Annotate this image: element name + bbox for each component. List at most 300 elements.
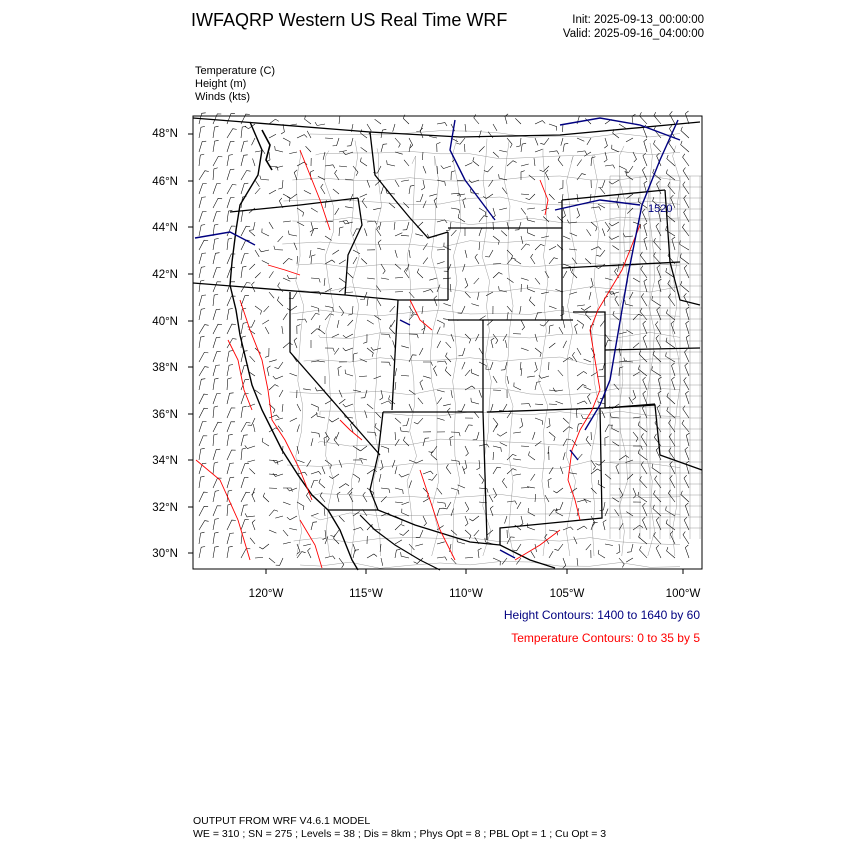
wind-barb — [245, 124, 255, 129]
wind-barb — [640, 546, 648, 558]
wind-barb — [479, 146, 485, 152]
wind-barb — [241, 210, 247, 222]
wind-barb — [353, 250, 360, 254]
wind-barb — [451, 460, 460, 465]
wind-barb — [638, 365, 647, 376]
wind-barb — [259, 544, 269, 549]
wind-barb — [521, 446, 529, 447]
valid-time: Valid: 2025-09-16_04:00:00 — [562, 28, 704, 40]
wind-barb — [297, 404, 301, 411]
wind-barb — [643, 321, 647, 334]
wind-barb — [199, 154, 204, 166]
wind-barb — [497, 432, 507, 436]
wind-barb — [554, 544, 563, 550]
wind-barb — [339, 278, 346, 283]
wind-barb — [685, 447, 689, 460]
wind-barb — [493, 452, 494, 460]
wind-barb — [479, 208, 486, 216]
wind-barb — [332, 334, 339, 337]
height-contours — [195, 118, 680, 558]
wind-barb — [409, 460, 416, 463]
wind-barb — [619, 456, 629, 461]
wind-barb — [437, 320, 444, 328]
wind-barb — [616, 464, 619, 474]
wind-barb — [339, 227, 343, 236]
wind-barb — [669, 294, 676, 306]
wind-barb — [478, 548, 482, 558]
legend-height: Height (m) — [195, 78, 247, 90]
wind-barb — [367, 298, 368, 306]
wind-barb — [213, 114, 221, 124]
wind-barb — [443, 404, 451, 406]
wind-barb — [549, 467, 553, 474]
lat-label: 30°N — [152, 548, 178, 560]
wind-barb — [451, 508, 454, 516]
wind-barb — [241, 226, 250, 236]
wind-barb — [685, 111, 689, 124]
wind-barb — [213, 184, 221, 195]
wind-barb — [657, 181, 662, 194]
wind-barb — [559, 180, 563, 189]
legend-winds: Winds (kts) — [195, 91, 250, 103]
wind-barb — [465, 386, 475, 390]
wind-barb — [213, 352, 221, 362]
wind-barb — [465, 250, 467, 258]
wind-barb — [683, 532, 689, 545]
wind-barb — [680, 254, 689, 265]
wind-barb — [563, 320, 565, 328]
wind-barb — [213, 309, 220, 320]
wind-barb — [465, 334, 471, 343]
wind-barb — [658, 391, 661, 404]
wind-barb — [278, 236, 283, 242]
wind-barb — [259, 249, 269, 252]
wind-barb — [521, 143, 526, 152]
wind-barb — [199, 184, 207, 195]
wind-barb — [493, 446, 501, 452]
wind-barb — [353, 474, 360, 482]
wind-barb — [534, 362, 537, 372]
wind-barb — [294, 243, 297, 250]
wind-barb — [213, 462, 218, 474]
wind-barb — [353, 257, 357, 264]
wind-barb — [288, 231, 297, 236]
wind-barb — [599, 362, 605, 370]
wind-barb — [577, 371, 587, 376]
wind-barb — [529, 175, 535, 180]
wind-barb — [437, 341, 441, 348]
wind-barb — [199, 141, 206, 152]
wind-barb — [572, 258, 577, 264]
wind-barb — [364, 228, 367, 236]
wind-barb — [602, 411, 605, 418]
wind-barb — [401, 180, 409, 181]
wind-barb — [656, 335, 661, 348]
wind-barb — [640, 476, 647, 488]
wind-barb — [507, 306, 512, 312]
wind-barb — [253, 158, 256, 166]
wind-barb — [303, 544, 311, 546]
wind-barb — [199, 253, 206, 264]
wind-barb — [311, 229, 318, 236]
wind-barb — [269, 510, 278, 516]
wind-barb — [507, 376, 509, 384]
wind-barb — [311, 208, 318, 212]
wind-barb — [587, 229, 592, 236]
wind-barb — [477, 292, 479, 300]
wind-barb — [612, 442, 619, 446]
wind-barb — [199, 325, 209, 334]
wind-barb — [390, 325, 396, 334]
mexico-coast — [360, 515, 440, 570]
wind-barb — [241, 141, 248, 152]
wind-barb — [535, 404, 543, 405]
wind-barb — [493, 488, 497, 498]
wind-barb — [381, 144, 387, 152]
wind-barb — [249, 468, 255, 474]
wind-barb — [401, 235, 409, 236]
wind-barb — [255, 272, 261, 278]
wind-barb — [255, 151, 265, 154]
wind-barb — [507, 537, 515, 544]
wind-barb — [311, 513, 319, 516]
wind-barb — [507, 411, 512, 418]
wind-barb — [409, 404, 412, 411]
wind-barb — [493, 152, 499, 157]
wind-barb — [619, 124, 626, 128]
wind-barb — [437, 557, 447, 561]
wind-barb — [241, 406, 247, 418]
wind-barb — [581, 415, 591, 419]
wind-barb — [529, 451, 536, 460]
wind-barb — [577, 138, 584, 141]
wind-barb — [615, 509, 620, 516]
wind-barb — [227, 114, 235, 124]
wind-barb — [319, 479, 325, 488]
wind-barb — [377, 226, 381, 236]
wind-barb — [540, 138, 549, 144]
wind-barb — [558, 156, 563, 166]
wind-barb — [513, 432, 521, 433]
wind-barb — [311, 313, 320, 320]
wind-barb — [367, 221, 377, 225]
wind-barb — [325, 400, 332, 404]
wind-barb — [603, 520, 606, 530]
wind-barb — [305, 115, 311, 124]
wind-barb — [403, 418, 409, 426]
wind-barb — [684, 293, 689, 306]
wind-barb — [474, 530, 479, 536]
wind-barb — [324, 508, 325, 516]
wind-barb — [241, 520, 249, 530]
wind-barb — [213, 422, 222, 432]
wind-barb — [345, 292, 353, 293]
wind-barb — [556, 401, 564, 404]
wind-barb — [491, 338, 494, 348]
wind-barb — [213, 378, 219, 390]
lat-label: 46°N — [152, 176, 178, 188]
wind-barb — [416, 194, 423, 202]
wind-barb — [339, 287, 345, 292]
wind-barb — [479, 242, 480, 250]
wind-barb — [591, 247, 601, 250]
wind-barb — [577, 208, 580, 218]
wind-barb — [245, 445, 255, 448]
wind-barb — [199, 211, 207, 222]
wind-barb — [343, 404, 353, 407]
wind-barb — [499, 150, 507, 152]
wind-barb — [563, 143, 568, 152]
temperature-contours — [196, 150, 640, 568]
wind-barb — [591, 488, 597, 494]
wind-barb — [569, 292, 577, 294]
wind-barb — [459, 348, 466, 356]
wind-barb — [422, 306, 423, 314]
wind-barb — [527, 216, 535, 222]
wind-barb — [652, 464, 661, 474]
wind-barb — [535, 278, 540, 284]
wind-barb — [306, 146, 312, 152]
wind-barb — [323, 152, 325, 160]
wind-barb — [596, 250, 605, 256]
wind-barb — [213, 140, 219, 152]
wind-barb — [437, 361, 447, 365]
wind-barb — [213, 156, 222, 166]
wind-barb — [241, 266, 246, 278]
wind-barb — [465, 370, 470, 376]
lat-label: 40°N — [152, 316, 178, 328]
wind-barb — [213, 324, 222, 334]
wind-barb — [269, 222, 273, 229]
wind-barb — [213, 546, 219, 558]
wind-barb — [199, 476, 205, 488]
wind-barb — [591, 432, 592, 440]
wind-barb — [684, 195, 689, 208]
wind-barb — [681, 491, 689, 502]
wind-barb — [521, 320, 525, 330]
wind-barb — [615, 296, 619, 306]
wind-barb — [199, 240, 208, 250]
wind-barb — [415, 544, 423, 546]
wind-barb — [423, 516, 427, 526]
wind-barb — [255, 250, 259, 257]
wind-barb — [487, 320, 493, 325]
wind-barb — [584, 499, 591, 502]
wind-barb — [255, 180, 259, 187]
wind-barb — [249, 264, 255, 270]
wind-barb — [515, 118, 521, 124]
wind-barb — [248, 418, 255, 425]
wind-barb — [642, 167, 647, 180]
wind-barb — [656, 223, 661, 236]
wind-barb — [381, 186, 383, 194]
wind-barb — [486, 292, 493, 296]
wind-barb — [395, 432, 396, 440]
wind-barb — [602, 229, 605, 237]
wind-barb — [563, 236, 570, 239]
wind-barb — [213, 406, 218, 418]
wind-barb — [283, 343, 293, 348]
wind-barb — [623, 233, 633, 237]
wind-barb — [563, 452, 565, 460]
wind-barb — [353, 460, 363, 464]
wind-barb — [311, 278, 320, 282]
wind-barb — [199, 532, 205, 544]
wind-barb — [448, 408, 452, 418]
wind-barb — [241, 253, 249, 264]
wind-barb — [199, 547, 205, 559]
wind-barb — [457, 194, 465, 195]
wind-barb — [597, 376, 605, 377]
wind-barb — [252, 520, 255, 530]
wind-barb — [625, 250, 633, 251]
wind-barb — [347, 273, 353, 279]
wind-barb — [548, 478, 552, 488]
wind-barb — [395, 368, 397, 376]
wind-barb — [493, 334, 498, 344]
wind-barb — [446, 464, 451, 474]
wind-barb — [473, 157, 479, 166]
wind-barb — [549, 151, 559, 155]
init-time: Init: 2025-09-13_00:00:00 — [572, 14, 704, 26]
wind-barb — [262, 261, 269, 265]
wind-barb — [269, 271, 274, 278]
wind-barb — [199, 309, 205, 321]
wind-barb — [683, 154, 689, 166]
wind-barb — [283, 138, 290, 146]
wind-barb — [521, 194, 529, 195]
wind-barb — [672, 237, 675, 250]
wind-barb — [377, 299, 381, 306]
wind-barb — [668, 182, 675, 194]
wind-barb — [464, 460, 467, 470]
wind-barb — [402, 509, 409, 516]
wind-barb — [350, 194, 353, 201]
wind-barb — [633, 446, 643, 450]
wind-barb — [520, 418, 523, 428]
wind-barb — [273, 376, 283, 379]
wind-barb — [514, 383, 521, 391]
wind-barb — [395, 540, 402, 544]
wind-barb — [549, 258, 558, 264]
wind-barb — [458, 214, 465, 222]
wind-barb — [276, 558, 283, 565]
wind-barb — [633, 278, 640, 282]
wind-barb — [416, 124, 423, 132]
wind-barb — [686, 461, 689, 474]
wind-barb — [371, 347, 381, 350]
wind-barb — [577, 160, 582, 167]
wind-barb — [553, 488, 563, 493]
wind-barb — [241, 296, 249, 306]
wind-barb — [437, 390, 445, 392]
wind-barb — [325, 165, 335, 169]
wind-barb — [441, 166, 451, 169]
wind-barb — [395, 466, 397, 474]
wind-barb — [307, 131, 311, 138]
wind-barb — [640, 252, 647, 264]
lat-label: 48°N — [152, 128, 178, 140]
wind-barb — [403, 202, 409, 208]
wind-barb — [349, 492, 353, 502]
wind-barb — [252, 282, 255, 292]
wind-barb — [311, 306, 319, 312]
lat-label: 38°N — [152, 362, 178, 374]
wind-barb — [638, 422, 647, 433]
wind-barb — [577, 558, 578, 566]
wind-barb — [474, 412, 479, 418]
wind-barb — [500, 443, 507, 447]
wind-barb — [263, 493, 269, 502]
wind-barb — [605, 334, 610, 340]
wind-barb — [683, 168, 689, 181]
wind-barb — [535, 121, 545, 124]
lon-label: 115°W — [349, 588, 383, 600]
wind-barb — [521, 236, 523, 244]
wind-barb — [199, 394, 208, 404]
wind-barb — [269, 415, 279, 418]
wind-barb — [445, 367, 451, 376]
wind-barb — [416, 530, 423, 537]
wind-barb — [213, 168, 218, 180]
wind-barb — [287, 516, 297, 520]
wind-barb — [395, 292, 403, 293]
wind-barb — [686, 321, 689, 334]
wind-barb — [421, 180, 424, 190]
wind-barb — [404, 268, 409, 278]
wind-barb — [420, 380, 423, 390]
wind-barb — [543, 217, 549, 223]
wind-barb — [584, 359, 591, 362]
wind-barb — [275, 362, 284, 369]
wind-barb — [367, 320, 374, 324]
wind-barb — [493, 236, 499, 245]
wind-barb — [333, 189, 339, 194]
wind-barb — [666, 520, 675, 531]
wind-barb — [252, 138, 256, 145]
wind-barb — [277, 297, 283, 306]
wind-barb — [339, 484, 349, 488]
wind-barb — [657, 307, 661, 320]
wind-barb — [245, 513, 255, 517]
wind-barb — [227, 477, 234, 488]
wind-barb — [684, 377, 689, 390]
wind-barb — [600, 320, 605, 326]
wind-barb — [437, 142, 441, 152]
wind-barb — [409, 306, 413, 316]
wind-barb — [685, 349, 690, 362]
wind-barb — [577, 320, 584, 329]
wind-barb — [619, 166, 626, 174]
wind-barb — [576, 408, 580, 418]
wind-barb — [471, 398, 479, 404]
wind-barb — [395, 277, 403, 278]
wind-barb — [666, 170, 675, 181]
wind-barb — [633, 432, 638, 442]
wind-barb — [521, 488, 529, 489]
wind-barb — [535, 334, 537, 342]
wind-barb — [343, 348, 353, 351]
wind-barb — [520, 306, 521, 314]
wind-barb — [446, 342, 451, 348]
wind-barb — [376, 412, 382, 418]
wind-barb — [684, 265, 689, 278]
wind-barb — [535, 348, 541, 357]
wind-barb — [227, 155, 233, 167]
lat-label: 34°N — [152, 455, 178, 467]
wind-barb — [409, 292, 414, 298]
wind-barb — [531, 254, 535, 264]
